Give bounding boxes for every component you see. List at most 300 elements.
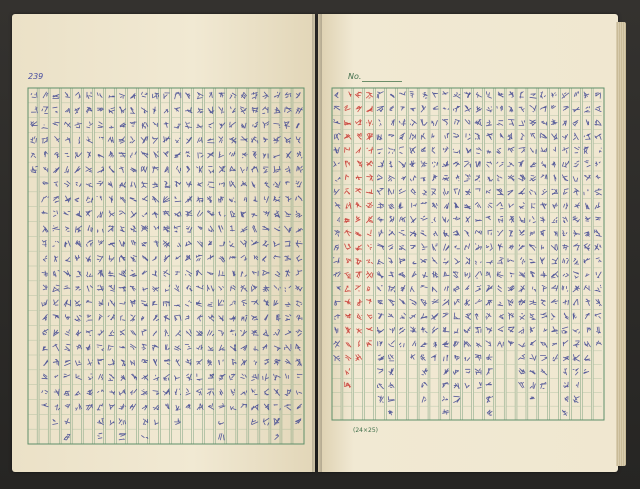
left-pen-stroke — [31, 93, 37, 98]
right-pen-stroke — [488, 230, 492, 235]
right-pen-stroke — [335, 203, 340, 209]
right-pen-stroke — [410, 133, 416, 139]
right-pen-stroke — [563, 356, 568, 361]
right-pen-stroke — [573, 313, 576, 319]
left-pen-stroke — [207, 285, 214, 291]
left-pen-stroke — [230, 211, 235, 217]
right-pen-stroke — [562, 327, 568, 333]
right-pen-stroke — [596, 175, 600, 179]
right-pen-stroke — [411, 355, 415, 360]
left-pen-stroke — [87, 137, 93, 143]
right-pen-stroke — [442, 161, 448, 166]
right-pen-stroke — [390, 328, 395, 333]
right-pen-stroke — [356, 259, 362, 265]
right-pen-stroke — [402, 176, 406, 180]
right-pen-stroke — [444, 369, 449, 375]
right-pen-stroke — [466, 313, 471, 319]
left-pen-stroke — [241, 286, 247, 292]
left-pen-stroke — [130, 122, 136, 126]
left-pen-stroke — [109, 96, 115, 98]
left-pen-stroke — [130, 389, 136, 394]
right-pen-stroke — [498, 244, 503, 251]
left-pen-stroke — [99, 300, 103, 306]
right-pen-stroke — [596, 272, 601, 278]
right-pen-stroke — [464, 175, 470, 182]
right-pen-stroke — [432, 355, 437, 361]
right-pen-stroke — [432, 203, 437, 208]
right-pen-stroke — [345, 105, 351, 110]
left-pen-stroke — [108, 137, 113, 143]
right-pen-stroke — [453, 217, 459, 220]
right-pen-stroke — [475, 355, 481, 361]
right-pen-stroke — [345, 286, 351, 292]
right-pen-stroke — [498, 216, 503, 222]
right-pen-stroke — [421, 327, 427, 332]
left-pen-stroke — [130, 300, 135, 306]
right-pen-stroke — [442, 120, 447, 125]
right-pen-stroke — [356, 176, 362, 180]
left-pen-stroke — [154, 152, 159, 158]
left-pen-stroke — [98, 122, 103, 128]
left-pen-stroke — [86, 330, 92, 335]
right-pen-stroke — [356, 232, 362, 236]
left-pen-stroke — [175, 181, 181, 186]
left-pen-stroke — [53, 315, 59, 318]
left-pen-stroke — [142, 122, 148, 128]
left-pen-stroke — [274, 346, 280, 351]
right-pen-stroke — [411, 108, 416, 111]
right-pen-stroke — [497, 148, 501, 153]
left-pen-stroke — [43, 92, 48, 98]
left-pen-stroke — [241, 330, 247, 336]
right-pen-stroke — [400, 258, 405, 264]
right-pen-stroke — [399, 246, 405, 250]
left-pen-stroke — [197, 360, 203, 365]
left-pen-stroke — [55, 405, 60, 410]
left-pen-stroke — [241, 272, 247, 277]
left-pen-stroke — [263, 137, 267, 142]
right-pen-stroke — [476, 106, 482, 112]
right-pen-stroke — [508, 133, 512, 140]
right-pen-stroke — [497, 202, 503, 209]
right-pen-stroke — [497, 272, 503, 278]
right-pen-stroke — [334, 341, 340, 347]
left-pen-stroke — [54, 300, 59, 305]
left-pen-stroke — [174, 346, 180, 350]
left-pen-stroke — [141, 166, 147, 172]
left-pen-stroke — [174, 226, 180, 232]
right-pen-stroke — [530, 190, 536, 195]
right-pen-stroke — [541, 342, 547, 347]
right-pen-stroke — [378, 355, 384, 360]
right-pen-stroke — [432, 148, 435, 154]
right-pen-stroke — [455, 120, 460, 125]
left-pen-stroke — [87, 197, 93, 203]
left-pen-stroke — [164, 359, 170, 364]
left-pen-stroke — [119, 390, 125, 395]
right-pen-stroke — [600, 148, 602, 152]
left-pen-stroke — [153, 359, 157, 365]
right-pen-stroke — [454, 396, 460, 402]
left-pen-stroke — [208, 404, 213, 410]
right-pen-stroke — [434, 231, 438, 236]
right-pen-stroke — [584, 285, 590, 290]
right-pen-stroke — [487, 260, 493, 264]
right-pen-stroke — [349, 92, 351, 97]
right-pen-stroke — [541, 272, 547, 278]
right-pen-stroke — [466, 217, 470, 223]
left-pen-stroke — [142, 330, 147, 336]
right-pen-stroke — [498, 230, 503, 236]
left-pen-stroke — [163, 389, 169, 395]
right-pen-stroke — [521, 258, 525, 264]
right-pen-stroke — [378, 314, 383, 319]
left-pen-stroke — [86, 167, 92, 172]
left-pen-stroke — [187, 374, 192, 380]
right-pen-stroke — [530, 355, 536, 361]
right-pen-stroke — [497, 175, 502, 181]
left-pen-stroke — [242, 153, 247, 158]
right-pen-stroke — [552, 327, 558, 334]
left-pen-stroke — [285, 303, 290, 307]
left-pen-stroke — [131, 256, 137, 262]
right-pen-stroke — [509, 231, 512, 237]
right-pen-stroke — [400, 133, 405, 139]
right-pen-stroke — [563, 189, 568, 195]
right-pen-stroke — [585, 161, 591, 167]
right-pen-stroke — [510, 273, 514, 277]
left-pen-stroke — [274, 300, 278, 305]
right-pen-stroke — [541, 148, 547, 152]
left-pen-stroke — [121, 316, 125, 321]
left-pen-stroke — [165, 167, 169, 173]
left-pen-stroke — [42, 404, 49, 407]
right-pen-stroke — [390, 216, 394, 222]
right-pen-stroke — [356, 120, 362, 125]
right-pen-stroke — [421, 286, 428, 288]
left-pen-stroke — [108, 182, 112, 188]
left-pen-stroke — [252, 285, 257, 292]
right-pen-stroke — [357, 299, 362, 305]
left-pen-stroke — [186, 93, 190, 99]
left-pen-stroke — [285, 212, 291, 217]
right-pen-stroke — [345, 147, 350, 152]
left-pen-stroke — [285, 256, 291, 260]
left-pen-stroke — [55, 153, 60, 158]
right-pen-stroke — [421, 343, 427, 347]
left-pen-stroke — [252, 300, 259, 305]
left-pen-stroke — [253, 152, 257, 159]
left-pen-stroke — [175, 419, 181, 425]
left-pen-stroke — [65, 167, 69, 173]
right-pen-stroke — [401, 107, 405, 111]
left-pen-stroke — [65, 404, 70, 408]
left-pen-stroke — [252, 240, 259, 245]
left-pen-stroke — [119, 211, 125, 215]
left-pen-stroke — [42, 271, 48, 277]
right-pen-stroke — [595, 120, 601, 125]
right-pen-stroke — [530, 94, 536, 98]
left-pen-stroke — [220, 390, 223, 396]
left-pen-stroke — [186, 196, 192, 202]
left-pen-stroke — [119, 419, 126, 425]
right-pen-stroke — [455, 246, 460, 249]
right-pen-stroke — [475, 220, 481, 222]
left-pen-stroke — [66, 138, 71, 143]
right-pen-stroke — [346, 327, 351, 333]
left-pen-stroke — [218, 300, 223, 306]
left-pen-stroke — [143, 419, 148, 425]
right-pen-stroke — [454, 133, 459, 137]
left-pen-stroke — [164, 122, 168, 127]
left-pen-stroke — [285, 226, 292, 232]
right-pen-stroke — [540, 230, 545, 236]
left-pen-stroke — [296, 108, 302, 114]
left-pen-stroke — [208, 152, 214, 158]
left-pen-stroke — [153, 287, 159, 292]
right-pen-stroke — [486, 120, 491, 126]
left-pen-stroke — [142, 92, 148, 97]
left-pen-stroke — [119, 255, 125, 262]
right-pen-stroke — [357, 329, 362, 333]
left-pen-stroke — [86, 107, 92, 113]
left-pen-stroke — [196, 285, 203, 289]
left-pen-stroke — [141, 389, 147, 395]
left-pen-stroke — [119, 153, 125, 158]
left-pen-stroke — [77, 345, 82, 350]
left-pen-stroke — [263, 92, 268, 98]
left-pen-stroke — [163, 241, 169, 247]
left-pen-stroke — [285, 405, 291, 410]
right-pen-stroke — [367, 161, 373, 166]
left-pen-stroke — [97, 196, 102, 200]
left-pen-stroke — [197, 374, 202, 380]
right-pen-stroke — [544, 329, 547, 332]
left-pen-stroke — [177, 243, 180, 247]
right-pen-stroke — [533, 287, 536, 291]
left-pen-stroke — [109, 108, 115, 114]
left-pen-stroke — [177, 166, 181, 173]
left-pen-stroke — [108, 315, 115, 320]
right-pen-stroke — [423, 190, 427, 195]
right-pen-stroke — [509, 245, 514, 249]
left-pen-stroke — [197, 124, 203, 128]
left-pen-stroke — [120, 123, 126, 127]
left-pen-stroke — [119, 287, 126, 292]
right-pen-stroke — [356, 189, 362, 193]
left-pen-stroke — [163, 226, 169, 232]
right-pen-stroke — [584, 259, 590, 264]
left-pen-stroke — [152, 212, 158, 218]
right-pen-stroke — [573, 396, 579, 403]
right-pen-stroke — [573, 299, 578, 305]
left-pen-stroke — [65, 344, 70, 351]
left-pen-stroke — [176, 405, 180, 410]
right-pen-stroke — [520, 314, 525, 320]
left-pen-stroke — [241, 240, 247, 247]
right-pen-stroke — [563, 217, 568, 223]
left-pen-stroke — [187, 137, 192, 143]
left-pen-stroke — [54, 196, 59, 202]
right-pen-stroke — [377, 384, 383, 389]
right-pen-stroke — [399, 92, 405, 95]
left-pen-stroke — [265, 315, 268, 320]
right-pen-stroke — [486, 272, 490, 278]
left-pen-stroke — [163, 301, 169, 306]
left-pen-stroke — [163, 374, 169, 380]
right-pen-stroke — [542, 285, 547, 291]
left-pen-stroke — [97, 229, 103, 232]
left-pen-stroke — [263, 107, 268, 114]
left-pen-stroke — [207, 360, 211, 366]
left-pen-stroke — [219, 212, 225, 216]
left-pen-stroke — [109, 374, 115, 380]
left-pen-stroke — [197, 197, 203, 202]
left-pen-stroke — [274, 166, 281, 172]
right-pen-stroke — [486, 300, 492, 305]
left-pen-stroke — [75, 391, 80, 395]
right-pen-stroke — [334, 272, 341, 277]
right-pen-stroke — [389, 204, 394, 209]
right-pen-stroke — [345, 161, 350, 167]
right-pen-stroke — [476, 189, 480, 192]
left-pen-stroke — [263, 122, 269, 128]
left-pen-stroke — [153, 107, 156, 114]
right-pen-stroke — [454, 299, 459, 305]
left-pen-stroke — [219, 360, 224, 365]
right-pen-stroke — [432, 121, 438, 126]
right-pen-stroke — [476, 148, 481, 154]
right-pen-stroke — [595, 313, 601, 318]
right-pen-stroke — [562, 93, 569, 98]
left-pen-stroke — [110, 404, 115, 409]
right-pen-stroke — [519, 189, 525, 195]
left-pen-stroke — [119, 107, 125, 113]
right-pen-stroke — [389, 245, 393, 250]
left-pen-stroke — [120, 330, 125, 335]
left-pen-stroke — [44, 151, 47, 157]
left-pen-stroke — [87, 390, 93, 395]
left-pen-stroke — [230, 330, 235, 336]
right-pen-stroke — [411, 216, 416, 222]
left-pen-stroke — [87, 286, 92, 292]
right-pen-stroke — [475, 203, 481, 208]
right-pen-stroke — [432, 272, 438, 278]
right-pen-stroke — [465, 230, 469, 236]
right-pen-stroke — [378, 217, 384, 222]
left-pen-stroke — [209, 315, 214, 321]
left-pen-stroke — [197, 93, 203, 99]
left-pen-stroke — [163, 211, 169, 216]
left-pen-stroke — [175, 153, 181, 158]
right-pen-stroke — [519, 203, 524, 209]
left-pen-stroke — [176, 331, 181, 336]
left-pen-stroke — [175, 389, 180, 395]
left-pen-stroke — [65, 227, 69, 232]
left-pen-stroke — [263, 330, 268, 336]
left-pen-stroke — [131, 315, 136, 321]
left-pen-stroke — [219, 287, 224, 291]
right-pen-stroke — [530, 148, 536, 154]
right-pen-stroke — [540, 133, 546, 138]
right-pen-stroke — [530, 382, 535, 388]
left-pen-stroke — [185, 316, 189, 320]
left-pen-stroke — [197, 315, 202, 321]
right-pen-stroke — [552, 217, 557, 222]
left-pen-stroke — [274, 330, 280, 336]
left-pen-stroke — [44, 360, 48, 365]
left-pen-stroke — [142, 436, 148, 439]
right-pen-stroke — [552, 343, 556, 345]
right-pen-stroke — [366, 190, 373, 194]
right-pen-stroke — [377, 135, 382, 140]
right-pen-stroke — [519, 245, 525, 250]
left-pen-stroke — [263, 270, 269, 275]
right-pen-stroke — [486, 327, 492, 333]
left-pen-stroke — [230, 181, 236, 187]
right-pen-stroke — [596, 93, 601, 98]
right-pen-stroke — [378, 300, 383, 304]
right-pen-stroke — [541, 92, 546, 98]
right-pen-stroke — [421, 314, 427, 319]
right-pen-stroke — [563, 106, 568, 110]
left-pen-stroke — [130, 286, 135, 291]
right-pen-stroke — [389, 383, 395, 388]
left-pen-stroke — [296, 270, 302, 275]
right-pen-stroke — [540, 382, 546, 388]
left-pen-stroke — [198, 226, 202, 229]
right-pen-stroke — [595, 203, 600, 209]
right-pen-stroke — [335, 301, 341, 306]
left-pen-stroke — [174, 376, 179, 381]
left-pen-stroke — [196, 389, 202, 395]
left-pen-stroke — [233, 271, 236, 276]
right-pen-stroke — [553, 203, 558, 208]
right-pen-stroke — [509, 92, 514, 98]
left-pen-stroke — [55, 256, 58, 262]
right-pen-stroke — [443, 313, 448, 317]
right-pen-stroke — [542, 162, 546, 168]
left-pen-stroke — [76, 404, 82, 410]
right-pen-stroke — [551, 300, 558, 304]
left-pen-stroke — [231, 389, 235, 395]
right-pen-stroke — [345, 382, 351, 387]
left-pen-stroke — [285, 390, 291, 396]
right-pen-stroke — [573, 368, 578, 375]
left-pen-stroke — [75, 361, 81, 366]
left-pen-stroke — [99, 241, 104, 245]
left-pen-stroke — [210, 92, 213, 98]
left-pen-stroke — [143, 256, 148, 261]
right-pen-stroke — [564, 369, 567, 375]
left-pen-stroke — [263, 418, 269, 425]
right-pen-stroke — [486, 313, 491, 319]
right-pen-stroke — [444, 203, 448, 209]
right-pen-stroke — [356, 106, 361, 112]
left-pen-stroke — [197, 345, 203, 350]
right-pen-stroke — [573, 286, 580, 292]
right-pen-stroke — [377, 106, 383, 111]
right-pen-stroke — [432, 287, 437, 292]
right-pen-stroke — [454, 329, 458, 334]
right-pen-stroke — [410, 147, 416, 154]
right-pen-stroke — [478, 382, 482, 388]
left-pen-stroke — [275, 271, 280, 276]
right-pen-stroke — [443, 410, 449, 415]
left-pen-stroke — [263, 374, 269, 381]
left-pen-stroke — [76, 211, 82, 217]
right-pen-stroke — [530, 162, 536, 167]
